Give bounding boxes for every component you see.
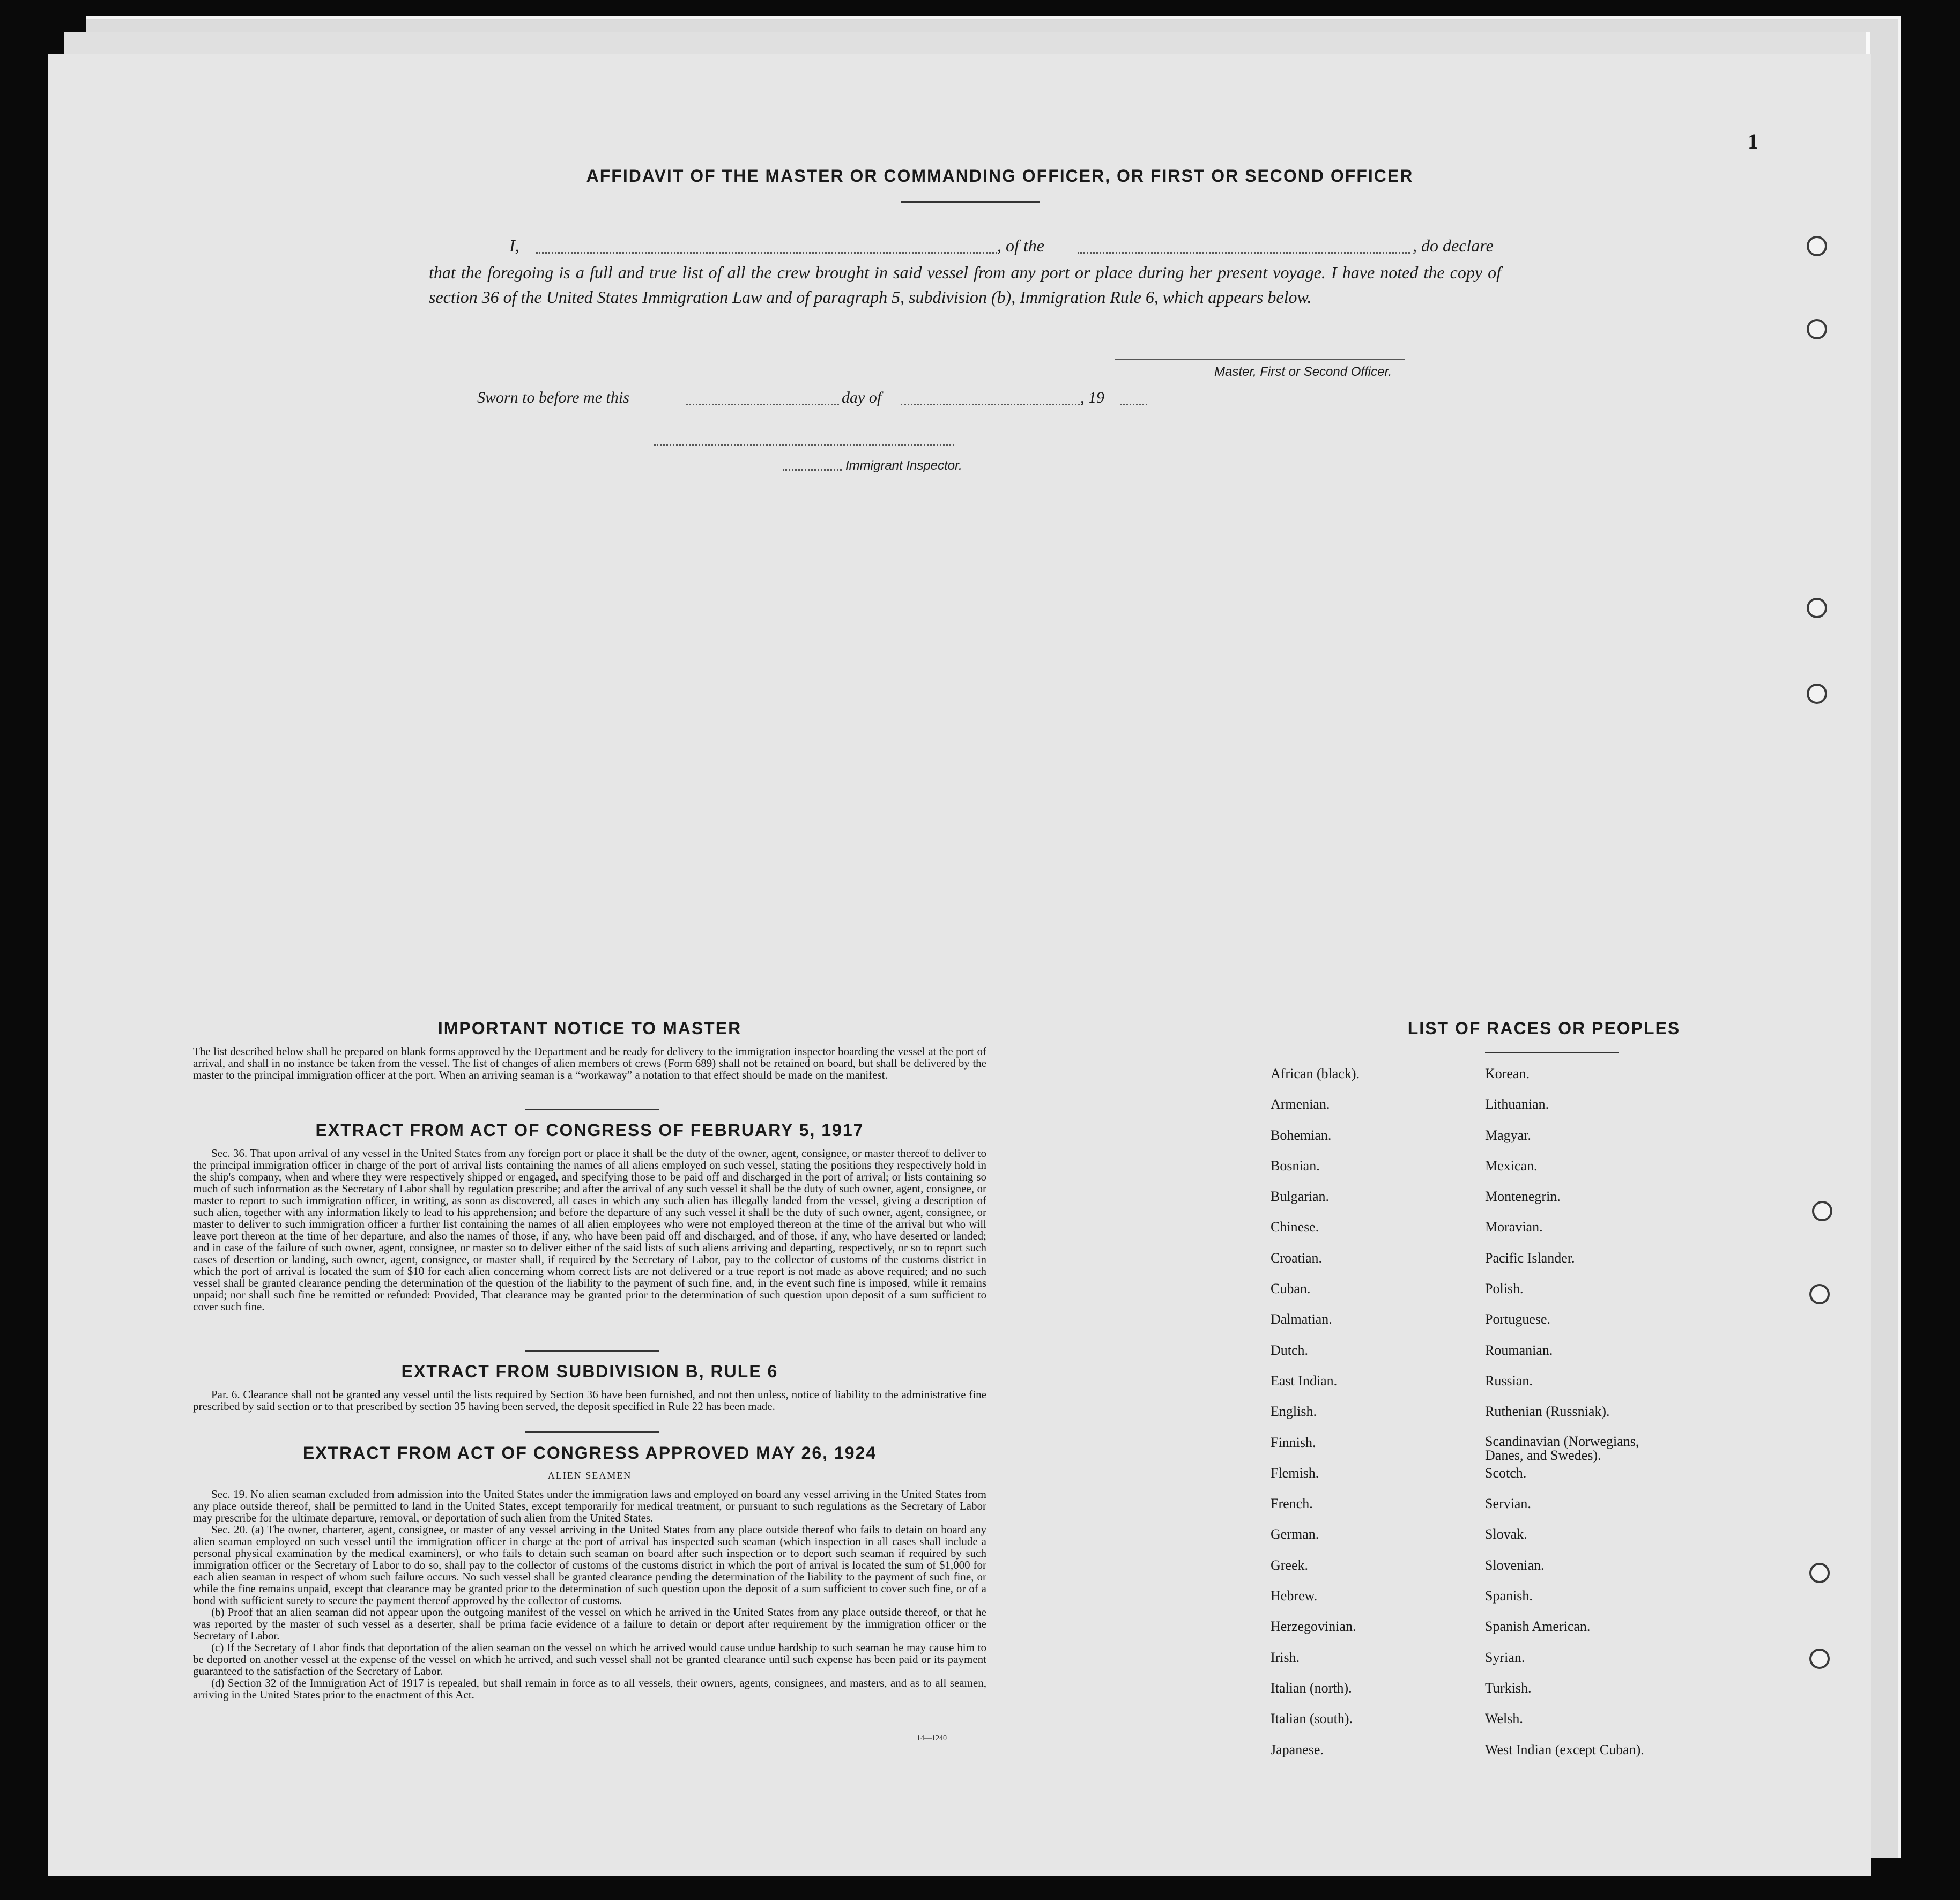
- title-underline: [901, 201, 1040, 203]
- signature-line[interactable]: [1115, 359, 1405, 360]
- race-item: Slovenian.: [1485, 1557, 1545, 1573]
- declare-end: , do declare: [1413, 236, 1494, 255]
- sworn-year-field[interactable]: [1120, 404, 1147, 405]
- extract-1924-sec20d: (d) Section 32 of the Immigration Act of 1917 is repealed, but shall remain in force as to all vessels, their owners, agents, consignees, and masters, and as to all seamen, arriving in the United States prior to the enactment of this Act.: [193, 1676, 986, 1701]
- punch-hole-icon: [1809, 1284, 1830, 1304]
- punch-hole-icon: [1807, 236, 1827, 256]
- extract-1924-sec20b: (b) Proof that an alien seaman did not appear upon the outgoing manifest of the vessel on which he arrived in the United States from any place outside thereof, or that he was reported by the master of such vessel as a deserter, shall be prima facie evidence of a failure to detain or deport after requirement by the immigration officer or the Secretary of Labor.: [193, 1606, 986, 1642]
- race-item: Spanish American.: [1485, 1619, 1591, 1635]
- extract-rule6-paragraph: Par. 6. Clearance shall not be granted any vessel until the lists required by Section 36 have been furnished, and not then unless, notice of liability to the administrative fine prescribed by said section or to that prescribed by section 35 having been served, the deposit specified in Rule 22 has been made.: [193, 1388, 986, 1413]
- race-item: Croatian.: [1271, 1250, 1323, 1266]
- race-item: Russian.: [1485, 1372, 1533, 1389]
- race-item: Japanese.: [1271, 1741, 1324, 1757]
- race-item: Pacific Islander.: [1485, 1250, 1575, 1266]
- race-item: Dalmatian.: [1271, 1311, 1332, 1327]
- extract-rule6-title: EXTRACT FROM SUBDIVISION B, RULE 6: [401, 1362, 778, 1381]
- extract-1917-text: [193, 1147, 986, 1312]
- extract-1917-title: EXTRACT FROM ACT OF CONGRESS OF FEBRUARY 5, 1917: [315, 1120, 864, 1140]
- name-field[interactable]: [536, 252, 997, 254]
- race-item: Roumanian.: [1485, 1342, 1553, 1358]
- race-item: Moravian.: [1485, 1219, 1543, 1235]
- race-item: Welsh.: [1485, 1711, 1523, 1727]
- extract-rule6-text: [193, 1389, 986, 1412]
- races-title-underline: [1485, 1052, 1619, 1053]
- sworn-line: [477, 389, 1228, 412]
- sworn-middle: day of: [842, 389, 882, 406]
- races-column-1: [1271, 1066, 1360, 1772]
- race-item: Montenegrin.: [1485, 1189, 1561, 1205]
- divider-2: [525, 1350, 659, 1352]
- form-page: [48, 54, 1871, 1876]
- notice-text: The list described below shall be prepared on blank forms approved by the Department and be ready for delivery to the immigration inspector boarding the vessel at the port of arrival, and shall in no instance be taken from the vessel. The list of changes of alien members of crews (Form 689) shall not be retained on board, but shall be delivered by the master to the principal immigration officer at the port. When an arriving seaman is a “workaway” a notation to that effect should be made on the manifest.: [193, 1045, 986, 1081]
- extract-1924-text: [193, 1488, 986, 1701]
- inspector-signature-line[interactable]: [654, 444, 954, 446]
- race-item: French.: [1271, 1496, 1313, 1512]
- race-item: Turkish.: [1485, 1680, 1532, 1696]
- races-column-2: [1485, 1066, 1667, 1772]
- race-item: African (black).: [1271, 1066, 1360, 1081]
- extract-1924-subtitle: ALIEN SEAMEN: [547, 1470, 632, 1481]
- declare-line: [461, 236, 1506, 259]
- inspector-label: Immigrant Inspector.: [845, 458, 962, 473]
- affidavit-title: AFFIDAVIT OF THE MASTER OR COMMANDING OFFICER, OR FIRST OR SECOND OFFICER: [586, 166, 1414, 185]
- race-item: Cuban.: [1271, 1281, 1311, 1297]
- race-item: Syrian.: [1485, 1649, 1525, 1665]
- race-item: Greek.: [1271, 1557, 1309, 1573]
- race-item: Irish.: [1271, 1649, 1300, 1665]
- race-item: Italian (north).: [1271, 1680, 1352, 1696]
- race-item: Bosnian.: [1271, 1157, 1320, 1174]
- race-item: Italian (south).: [1271, 1711, 1353, 1727]
- race-item: Scandinavian (Norwegians, Danes, and Swedes).: [1485, 1433, 1639, 1463]
- sworn-month-field[interactable]: [901, 404, 1083, 405]
- race-item: Ruthenian (Russniak).: [1485, 1404, 1610, 1420]
- divider-1: [525, 1109, 659, 1110]
- punch-hole-icon: [1809, 1649, 1830, 1669]
- race-item: Finnish.: [1271, 1434, 1316, 1450]
- race-item: East Indian.: [1271, 1372, 1338, 1389]
- vessel-field[interactable]: [1078, 252, 1410, 254]
- race-item: Flemish.: [1271, 1465, 1319, 1481]
- race-item: Bulgarian.: [1271, 1189, 1330, 1205]
- sworn-day-field[interactable]: [686, 404, 839, 405]
- punch-hole-icon: [1807, 684, 1827, 704]
- race-item: Portuguese.: [1485, 1311, 1551, 1327]
- race-item: Slovak.: [1485, 1526, 1527, 1542]
- race-item: Magyar.: [1485, 1127, 1531, 1143]
- race-item: English.: [1271, 1404, 1317, 1420]
- race-item: Bohemian.: [1271, 1127, 1332, 1143]
- race-item: Mexican.: [1485, 1157, 1538, 1174]
- race-item: Spanish.: [1485, 1588, 1533, 1604]
- race-item: Servian.: [1485, 1496, 1531, 1512]
- race-item: German.: [1271, 1526, 1319, 1542]
- declare-middle: , of the: [997, 236, 1044, 255]
- sworn-year: , 19: [1080, 389, 1104, 406]
- race-item: Dutch.: [1271, 1342, 1309, 1358]
- punch-hole-icon: [1809, 1563, 1830, 1583]
- inspector-lead: [783, 469, 842, 471]
- divider-3: [525, 1431, 659, 1433]
- punch-hole-icon: [1807, 319, 1827, 339]
- races-title: LIST OF RACES OR PEOPLES: [1407, 1019, 1681, 1038]
- affidavit-body: that the foregoing is a full and true list of all the crew brought in said vessel from any port or place during her present voyage. I have noted the copy of section 36 of the United States Immigration Law and of paragraph 5, subdivision (b), Immigration Rule 6, which appears below.: [429, 263, 1501, 307]
- race-item: Hebrew.: [1271, 1588, 1318, 1604]
- form-number: 14—1240: [917, 1734, 947, 1742]
- declare-start: I,: [509, 236, 519, 255]
- notice-title: IMPORTANT NOTICE TO MASTER: [437, 1019, 742, 1038]
- race-item: Polish.: [1485, 1281, 1524, 1297]
- race-item: Korean.: [1485, 1066, 1530, 1081]
- race-item: Chinese.: [1271, 1219, 1319, 1235]
- race-item: Herzegovinian.: [1271, 1619, 1356, 1635]
- extract-1924-sec20c: (c) If the Secretary of Labor finds that deportation of the alien seaman on the vessel on which he arrived would cause undue hardship to such seaman he may cause him to be deported on another vessel at the expense of the vessel on which he arrived, and such vessel shall not be granted clearance until such expense has been paid or its payment guaranteed to the satisfaction of the Secretary of Labor.: [193, 1641, 986, 1678]
- extract-1924-title: EXTRACT FROM ACT OF CONGRESS APPROVED MAY 26, 1924: [302, 1443, 877, 1463]
- sworn-start: Sworn to before me this: [477, 389, 629, 406]
- race-item: Scotch.: [1485, 1465, 1527, 1481]
- race-item: Armenian.: [1271, 1096, 1330, 1112]
- extract-1917-paragraph: Sec. 36. That upon arrival of any vessel in the United States from any foreign port or place it shall be the duty of the owner, agent, consignee, or master thereof to deliver to the principal immigration officer in charge of the port of arrival lists containing the names of all aliens employed on such vessel, stating the positions they respectively hold in the ship's company, when and where they were respectively shipped or engaged, and specifying those to be paid off and discharged in the port of arrival; or lists containing so much of such information as the Secretary of Labor shall by regulation prescribe; and after the arrival of any such vessel it shall be the duty of such owner, agent, consignee, or master to report to such immigration officer, in writing, as soon as discovered, all cases in which any such alien has illegally landed from the vessel, giving a description of such alien, together with any information likely to lead to his apprehension; and before the departure of any such vessel it shall be the duty of such owner, agent, consignee, or master to deliver to such immigration officer a further list containing the names of all alien employees who were not employed thereon at the time of the arrival but who will leave port thereon at the time of her departure, and also the names of those, if any, who have been paid off and discharged, and of those, if any, who have deserted or landed; and in case of the failure of such owner, agent, consignee, or master so to deliver either of the said lists of such aliens arriving and departing, respectively, or so to report such cases of desertion or landing, such owner, agent, consignee, or master shall, if required by the Secretary of Labor, pay to the collector of customs of the customs district in which the port of arrival is located the sum of $10 for each alien concerning whom correct lists are not delivered or a true report is not made as above required; and no such vessel shall be granted clearance pending the determination of the question of the liability to the payment of such fine, and, in the event such fine is imposed, while it remains unpaid; nor shall such fine be remitted or refunded: Provided, That clearance may be granted prior to the determination of such question upon deposit of a sum sufficient to cover such fine.: [193, 1147, 986, 1313]
- punch-hole-icon: [1812, 1201, 1832, 1221]
- race-item: West Indian (except Cuban).: [1485, 1741, 1644, 1757]
- extract-1924-sec19: Sec. 19. No alien seaman excluded from admission into the United States under the immigration laws and employed on board any vessel arriving in the United States from any place outside thereof, shall be permitted to land in the United States, except temporarily for medical treatment, or pursuant to such regulations as the Secretary of Labor may prescribe for the ultimate departure, removal, or deportation of such alien from the United States.: [193, 1488, 986, 1524]
- race-item: Lithuanian.: [1485, 1096, 1549, 1112]
- signature-label: Master, First or Second Officer.: [1214, 365, 1392, 379]
- punch-hole-icon: [1807, 598, 1827, 618]
- extract-1924-sec20a: Sec. 20. (a) The owner, charterer, agent, consignee, or master of any vessel arriving in the United States from any place outside thereof who fails to detain on board any alien seaman employed on such vessel until the immigration officer in charge at the port of arrival has inspected such seaman (which inspection in all cases shall include a personal physical examination by the medical examiners), or who fails to detain such seaman on board after such inspection or to deport such seaman if required by such immigration officer or the Secretary of Labor to do so, shall pay to the collector of customs of the customs district in which the port of arrival is located the sum of $1,000 for each alien seaman in respect of whom such failure occurs. No such vessel shall be granted clearance pending the determination of the liability to the payment of such fine, or while the fine remains unpaid, except that clearance may be granted prior to the determination of such question upon the deposit of a sum sufficient to cover such fine, or of a bond with sufficient surety to secure the payment thereof approved by the collector of customs.: [193, 1523, 986, 1607]
- page-marker: 1: [1748, 129, 1758, 153]
